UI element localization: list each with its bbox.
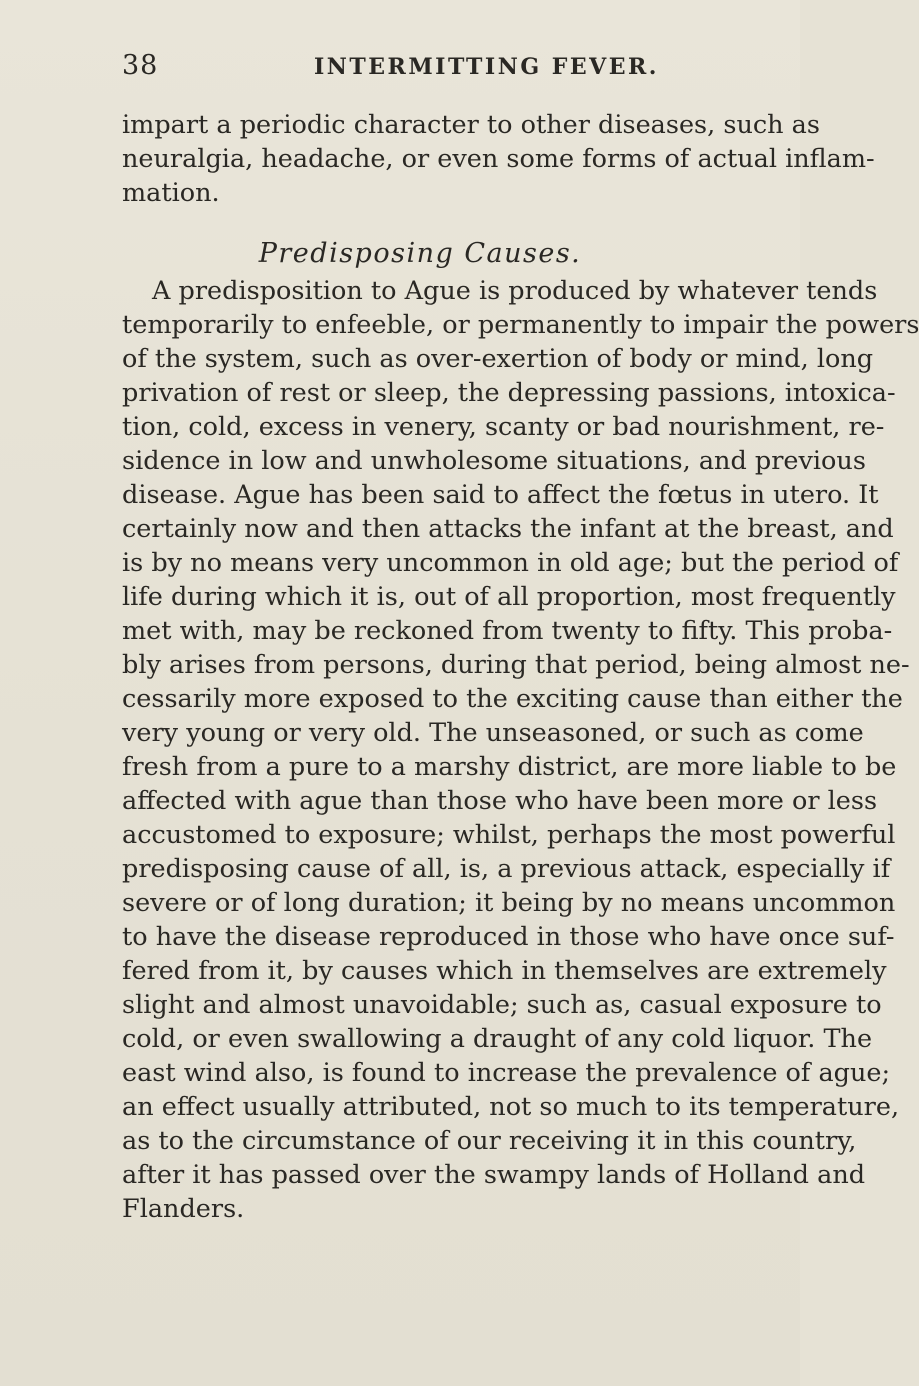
text-line: fered from it, by causes which in themselves are extremely	[122, 956, 887, 986]
text-line: fresh from a pure to a marshy district, are more liable to be	[122, 752, 897, 782]
text-line: severe or of long duration; it being by no means uncommon	[122, 888, 896, 918]
section-heading: Predisposing Causes.	[258, 238, 582, 269]
text-line: sidence in low and unwholesome situations, and previous	[122, 446, 866, 476]
text-line: as to the circumstance of our receiving it in this country,	[122, 1126, 857, 1156]
text-line: life during which it is, out of all proportion, most frequently	[122, 582, 896, 612]
text-line: an effect usually attributed, not so much to its temperature,	[122, 1092, 900, 1122]
text-line: neuralgia, headache, or even some forms of actual inflam-	[122, 144, 875, 174]
running-head: INTERMITTING FEVER.	[314, 54, 659, 80]
text-line: Flanders.	[122, 1194, 245, 1224]
text-line: certainly now and then attacks the infant at the breast, and	[122, 514, 894, 544]
text-line: slight and almost unavoidable; such as, casual exposure to	[122, 990, 882, 1020]
text-line: tion, cold, excess in venery, scanty or bad nourishment, re-	[122, 412, 885, 442]
text-line: privation of rest or sleep, the depressing passions, intoxica-	[122, 378, 896, 408]
text-line: disease. Ague has been said to affect the fœtus in utero. It	[122, 480, 879, 510]
text-line: east wind also, is found to increase the prevalence of ague;	[122, 1058, 891, 1088]
text-line: accustomed to exposure; whilst, perhaps the most powerful	[122, 820, 896, 850]
text-line: A predisposition to Ague is produced by whatever tends	[152, 276, 878, 306]
text-line: temporarily to enfeeble, or permanently to impair the powers	[122, 310, 919, 340]
text-line: to have the disease reproduced in those who have once suf-	[122, 922, 895, 952]
text-line: impart a periodic character to other diseases, such as	[122, 110, 820, 140]
text-line: of the system, such as over-exertion of body or mind, long	[122, 344, 874, 374]
text-line: is by no means very uncommon in old age; but the period of	[122, 548, 899, 578]
text-line: after it has passed over the swampy lands of Holland and	[122, 1160, 866, 1190]
page-header	[122, 50, 762, 84]
text-line: affected with ague than those who have been more or less	[122, 786, 878, 816]
text-line: very young or very old. The unseasoned, or such as come	[122, 718, 864, 748]
text-line: met with, may be reckoned from twenty to fifty. This proba-	[122, 616, 893, 646]
text-line: predisposing cause of all, is, a previous attack, especially if	[122, 854, 891, 884]
page-number: 38	[122, 50, 159, 81]
text-line: bly arises from persons, during that period, being almost ne-	[122, 650, 910, 680]
text-line: cessarily more exposed to the exciting cause than either the	[122, 684, 903, 714]
text-line: cold, or even swallowing a draught of any cold liquor. The	[122, 1024, 873, 1054]
text-line: mation.	[122, 178, 220, 208]
